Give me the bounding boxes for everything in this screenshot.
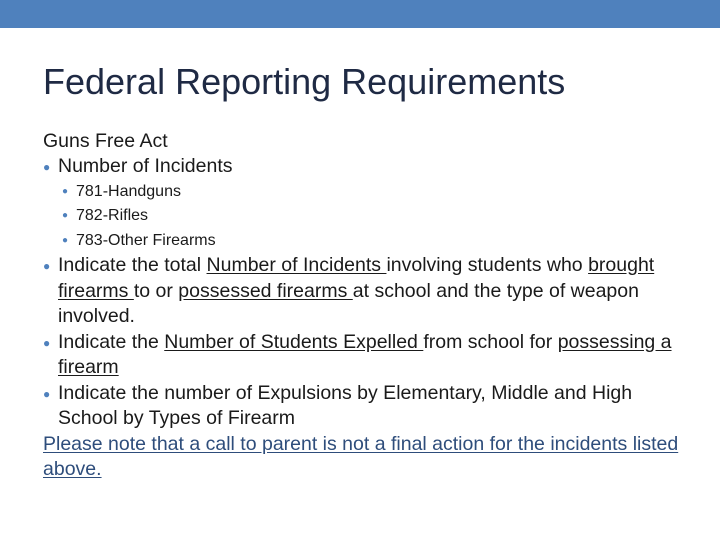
underlined-segment: possessing a firearm [58, 330, 672, 378]
subtitle: Guns Free Act [43, 130, 168, 152]
text-segment: Indicate the total [58, 254, 207, 276]
sub-bullet-text: 781-Handguns [76, 182, 181, 200]
text-segment: at school and the type of weapon involved. [58, 279, 639, 327]
underlined-segment: Number of Incidents [206, 254, 387, 276]
sub-bullet-rifles [43, 204, 683, 229]
bullet-dot-icon: ● [43, 335, 51, 350]
slide-content [43, 128, 683, 483]
underlined-segment: Number of Students Expelled [164, 330, 424, 353]
bullet-students-expelled [43, 330, 683, 381]
bullet-dot-icon: ● [43, 160, 51, 174]
text-segment: from school for [423, 330, 558, 353]
header-accent-bar [0, 0, 720, 28]
bullet-total-incidents [43, 253, 683, 330]
sub-bullet-text: 782-Rifles [76, 207, 149, 224]
underlined-segment: possessed firearms [178, 279, 353, 302]
sub-bullet-text: 783-Other Firearms [76, 231, 216, 249]
slide-title: Federal Reporting Requirements [43, 61, 566, 102]
bullet-text: Indicate the number of Expulsions by Elementary, Middle and High School by Types of Firearm [58, 381, 633, 429]
text-segment: to or [133, 279, 179, 302]
bullet-dot-icon: ● [62, 185, 69, 197]
text-segment: involving students who [386, 254, 589, 276]
bullet-dot-icon: ● [62, 210, 69, 221]
text-segment: Indicate the [58, 330, 165, 353]
bullet-number-of-incidents [43, 154, 683, 180]
bullet-dot-icon: ● [43, 259, 51, 273]
bullet-dot-icon: ● [43, 386, 51, 401]
sub-bullet-handguns [43, 180, 683, 205]
bullet-expulsions-by-school [43, 381, 683, 432]
bullet-dot-icon: ● [62, 234, 69, 246]
underlined-segment: brought firearms [58, 254, 655, 302]
sub-bullet-other-firearms [43, 229, 683, 254]
parent-call-note: Please note that a call to parent is not a final action for the incidents listed above. [43, 432, 679, 480]
bullet-text: Number of Incidents [58, 155, 233, 177]
